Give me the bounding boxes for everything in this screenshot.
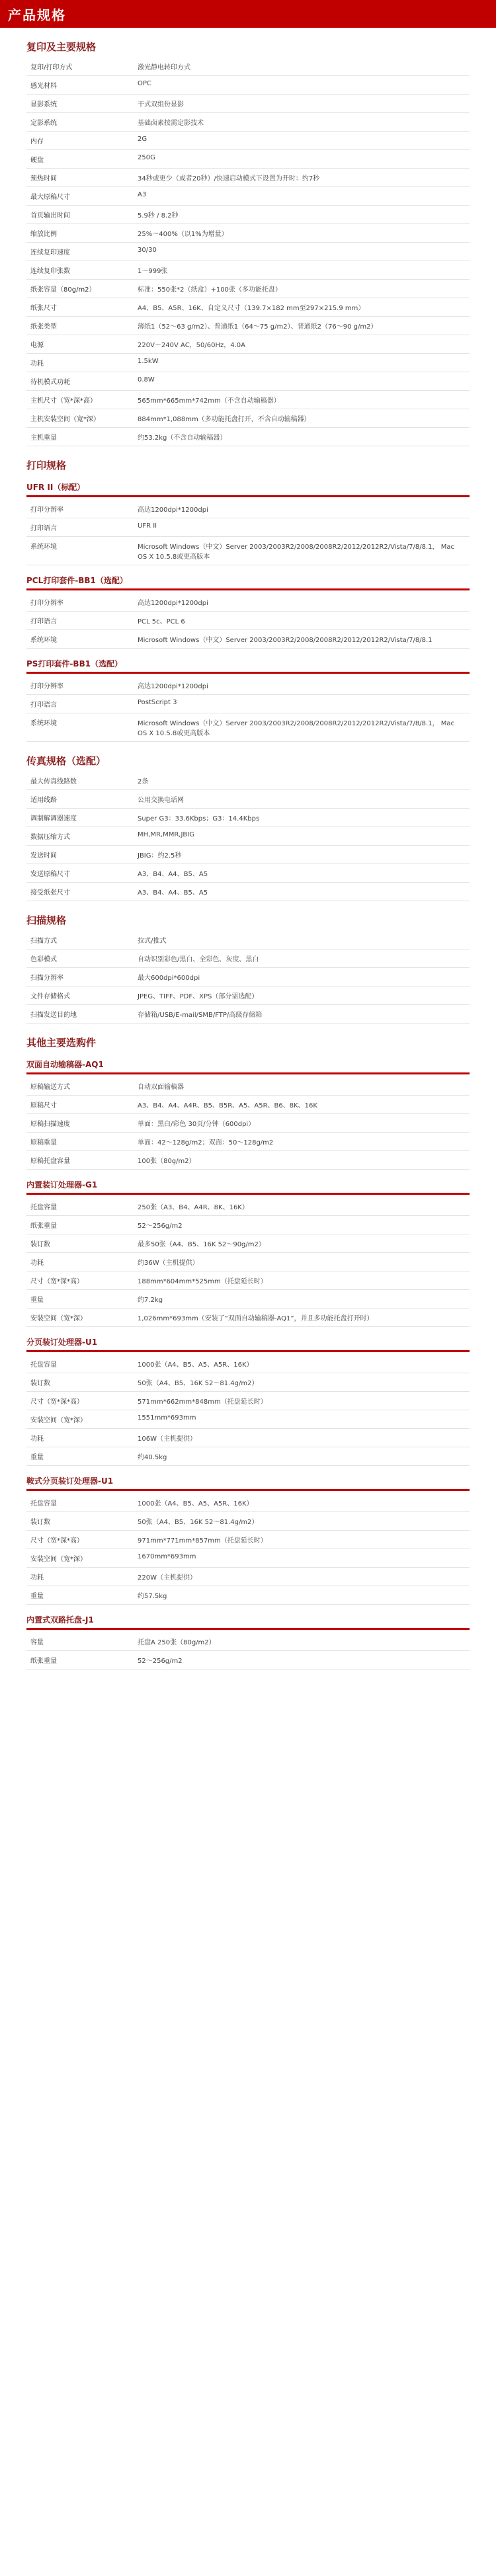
- spec-row: [26, 298, 470, 317]
- spec-key: 发送时间: [26, 846, 134, 864]
- spec-value: 884mm*1,088mm（多功能托盘打开，不含自动输稿器）: [134, 409, 470, 428]
- spec-key: 系统环境: [26, 537, 134, 565]
- spec-value: PostScript 3: [134, 695, 470, 713]
- spec-value: 1670mm*693mm: [134, 1549, 470, 1568]
- spec-key: 纸张重量: [26, 1216, 134, 1234]
- spec-value: Microsoft Windows（中文）Server 2003/2003R2/2008/2008R2/2012/2012R2/Vista/7/8/8.1， Mac OS X 10.5.8或更高版本: [134, 713, 470, 742]
- spec-key: 托盘容量: [26, 1355, 134, 1373]
- spec-value: 单面：42～128g/m2；双面：50～128g/m2: [134, 1133, 470, 1151]
- spec-row: [26, 1077, 470, 1096]
- spec-key: 重量: [26, 1290, 134, 1308]
- spec-row: [26, 76, 470, 95]
- spec-row: [26, 1410, 470, 1429]
- spec-row: [26, 409, 470, 428]
- spec-key: 主机安装空间（宽*深）: [26, 409, 134, 428]
- spec-key: 色彩模式: [26, 949, 134, 968]
- spec-row: [26, 864, 470, 883]
- spec-value: 250张（A3、B4、A4R、8K、16K）: [134, 1197, 470, 1216]
- spec-value: Microsoft Windows（中文）Server 2003/2003R2/2008/2008R2/2012/2012R2/Vista/7/8/8.1， Mac OS X 10.5.8或更高版本: [134, 537, 470, 565]
- spec-key: 发送原稿尺寸: [26, 864, 134, 883]
- main-spec-title: 复印及主要规格: [26, 41, 97, 53]
- spec-key: 原稿输送方式: [26, 1077, 134, 1096]
- spec-value: 最多50张（A4、B5、16K 52～90g/m2）: [134, 1234, 470, 1253]
- spec-value: 激光静电转印方式: [134, 58, 470, 76]
- spec-value: 公用交换电话网: [134, 790, 470, 809]
- spec-row: [26, 1253, 470, 1271]
- spec-value: 自动双面输稿器: [134, 1077, 470, 1096]
- spec-value: Super G3：33.6Kbps；G3：14.4Kbps: [134, 809, 470, 827]
- spec-row: [26, 58, 470, 76]
- spec-row: [26, 790, 470, 809]
- option-block-table: [26, 1077, 470, 1170]
- spec-row: [26, 1151, 470, 1170]
- spec-row: [26, 372, 470, 391]
- spec-key: 打印分辨率: [26, 500, 134, 518]
- spec-key: 托盘容量: [26, 1494, 134, 1512]
- spec-value: 1～999张: [134, 261, 470, 280]
- spec-row: [26, 1531, 470, 1549]
- spec-row: [26, 132, 470, 150]
- spec-value: 1,026mm*693mm（安装了“双面自动输稿器-AQ1”，并且多功能托盘打开时）: [134, 1308, 470, 1327]
- spec-key: 功耗: [26, 354, 134, 372]
- spec-key: 数据压缩方式: [26, 827, 134, 846]
- spec-value: 220W（主机提供）: [134, 1568, 470, 1586]
- spec-key: 打印语言: [26, 518, 134, 537]
- spec-key: 系统环境: [26, 630, 134, 649]
- options-title: 其他主要选购件: [26, 1037, 97, 1049]
- spec-value: 571mm*662mm*848mm（托盘延长时）: [134, 1392, 470, 1410]
- print-block-table: [26, 500, 470, 565]
- spec-row: [26, 1632, 470, 1651]
- spec-key: 连续复印张数: [26, 261, 134, 280]
- spec-row: [26, 1373, 470, 1392]
- spec-key: 硬盘: [26, 150, 134, 169]
- spec-row: [26, 1216, 470, 1234]
- spec-value: 565mm*665mm*742mm（不含自动输稿器）: [134, 391, 470, 409]
- spec-key: 文件存储格式: [26, 986, 134, 1005]
- spec-value: 单面：黑白/彩色 30页/分钟（600dpi）: [134, 1114, 470, 1133]
- spec-value: 30/30: [134, 243, 470, 261]
- spec-key: 最大传真线路数: [26, 772, 134, 790]
- spec-key: 容量: [26, 1632, 134, 1651]
- spec-value: 0.8W: [134, 372, 470, 391]
- print-blocks: [26, 481, 470, 742]
- spec-value: 最大600dpi*600dpi: [134, 968, 470, 986]
- spec-row: [26, 1005, 470, 1024]
- header-bar: [0, 0, 496, 28]
- spec-row: [26, 1586, 470, 1605]
- fax-spec-title: 传真规格（选配）: [26, 755, 106, 767]
- spec-row: [26, 1494, 470, 1512]
- option-block-table: [26, 1355, 470, 1466]
- spec-value: A3、B4、A4、B5、A5: [134, 883, 470, 901]
- spec-value: 薄纸1（52～63 g/m2）、普通纸1（64～75 g/m2）、普通纸2（76～90 g/m2）: [134, 317, 470, 335]
- spec-key: 扫描分辨率: [26, 968, 134, 986]
- spec-row: [26, 1429, 470, 1447]
- spec-key: 感光材料: [26, 76, 134, 95]
- spec-key: 打印分辨率: [26, 593, 134, 612]
- print-block-title: PCL打印套件-BB1（选配）: [26, 575, 470, 590]
- spec-value: 基础卤素按需定影技术: [134, 113, 470, 132]
- spec-value: MH,MR,MMR,JBIG: [134, 827, 470, 846]
- spec-key: 功耗: [26, 1568, 134, 1586]
- spec-row: [26, 150, 470, 169]
- option-block-table: [26, 1632, 470, 1670]
- spec-key: 主机尺寸（宽*深*高）: [26, 391, 134, 409]
- spec-key: 待机模式功耗: [26, 372, 134, 391]
- spec-key: 主机重量: [26, 428, 134, 446]
- fax-spec-table: [26, 772, 470, 901]
- spec-key: 纸张容量（80g/m2）: [26, 280, 134, 298]
- spec-key: 调制解调器速度: [26, 809, 134, 827]
- spec-row: [26, 809, 470, 827]
- spec-key: 纸张重量: [26, 1651, 134, 1670]
- spec-value: 52～256g/m2: [134, 1651, 470, 1670]
- spec-value: PCL 5c、PCL 6: [134, 612, 470, 630]
- spec-key: 重量: [26, 1447, 134, 1466]
- spec-row: [26, 713, 470, 742]
- spec-row: [26, 518, 470, 537]
- spec-key: 尺寸（宽*深*高）: [26, 1271, 134, 1290]
- spec-value: 971mm*771mm*857mm（托盘延长时）: [134, 1531, 470, 1549]
- print-block-title: PS打印套件-BB1（选配）: [26, 658, 470, 674]
- spec-row: [26, 827, 470, 846]
- spec-row: [26, 1096, 470, 1114]
- spec-key: 扫描方式: [26, 931, 134, 949]
- spec-row: [26, 317, 470, 335]
- spec-key: 尺寸（宽*深*高）: [26, 1392, 134, 1410]
- spec-value: OPC: [134, 76, 470, 95]
- option-block-title: 鞍式分页装订处理器-U1: [26, 1475, 470, 1491]
- spec-key: 原稿托盘容量: [26, 1151, 134, 1170]
- spec-value: JBIG：约2.5秒: [134, 846, 470, 864]
- spec-row: [26, 1234, 470, 1253]
- spec-value: 托盘A 250张（80g/m2）: [134, 1632, 470, 1651]
- spec-row: [26, 772, 470, 790]
- spec-row: [26, 1197, 470, 1216]
- spec-value: 188mm*604mm*525mm（托盘延长时）: [134, 1271, 470, 1290]
- spec-row: [26, 187, 470, 206]
- spec-value: 1.5kW: [134, 354, 470, 372]
- spec-row: [26, 280, 470, 298]
- spec-row: [26, 169, 470, 187]
- spec-value: 高达1200dpi*1200dpi: [134, 500, 470, 518]
- spec-value: 250G: [134, 150, 470, 169]
- spec-row: [26, 1290, 470, 1308]
- spec-key: 托盘容量: [26, 1197, 134, 1216]
- spec-value: 约7.2kg: [134, 1290, 470, 1308]
- spec-value: 5.9秒 / 8.2秒: [134, 206, 470, 224]
- spec-key: 接受纸张尺寸: [26, 883, 134, 901]
- option-block-title: 双面自动输稿器-AQ1: [26, 1059, 470, 1074]
- spec-key: 装订数: [26, 1512, 134, 1531]
- option-block-title: 内置式双路托盘-J1: [26, 1614, 470, 1630]
- spec-value: 106W（主机提供）: [134, 1429, 470, 1447]
- spec-row: [26, 949, 470, 968]
- spec-key: 尺寸（宽*深*高）: [26, 1531, 134, 1549]
- spec-row: [26, 612, 470, 630]
- spec-key: 纸张尺寸: [26, 298, 134, 317]
- spec-row: [26, 676, 470, 695]
- spec-key: 原稿重量: [26, 1133, 134, 1151]
- spec-row: [26, 1651, 470, 1670]
- spec-row: [26, 113, 470, 132]
- spec-value: 存储箱/USB/E-mail/SMB/FTP/高级存储箱: [134, 1005, 470, 1024]
- spec-key: 安装空间（宽*深）: [26, 1549, 134, 1568]
- spec-row: [26, 1568, 470, 1586]
- option-block-table: [26, 1494, 470, 1605]
- spec-key: 安装空间（宽*深）: [26, 1410, 134, 1429]
- spec-value: 干式双组份显影: [134, 95, 470, 113]
- spec-row: [26, 1392, 470, 1410]
- spec-key: 装订数: [26, 1234, 134, 1253]
- spec-key: 定影系统: [26, 113, 134, 132]
- spec-value: A3、B4、A4、A4R、B5、B5R、A5、A5R、B6、8K、16K: [134, 1096, 470, 1114]
- spec-row: [26, 1549, 470, 1568]
- spec-row: [26, 95, 470, 113]
- spec-row: [26, 846, 470, 864]
- spec-row: [26, 428, 470, 446]
- option-block-title: 内置装订处理器-G1: [26, 1179, 470, 1195]
- option-block-table: [26, 1197, 470, 1327]
- spec-value: 约53.2kg（不含自动输稿器）: [134, 428, 470, 446]
- spec-value: 50张（A4、B5、16K 52～81.4g/m2）: [134, 1373, 470, 1392]
- spec-row: [26, 986, 470, 1005]
- spec-key: 适用线路: [26, 790, 134, 809]
- print-spec-title: 打印规格: [26, 460, 67, 471]
- spec-value: 220V～240V AC，50/60Hz，4.0A: [134, 335, 470, 354]
- spec-key: 重量: [26, 1586, 134, 1605]
- spec-value: Microsoft Windows（中文）Server 2003/2003R2/2008/2008R2/2012/2012R2/Vista/7/8/8.1: [134, 630, 470, 649]
- spec-key: 装订数: [26, 1373, 134, 1392]
- spec-key: 连续复印速度: [26, 243, 134, 261]
- page-title: 产品规格: [8, 7, 66, 23]
- spec-value: 2条: [134, 772, 470, 790]
- spec-row: [26, 354, 470, 372]
- spec-value: 1000张（A4、B5、A5、A5R、16K）: [134, 1494, 470, 1512]
- spec-row: [26, 1447, 470, 1466]
- spec-value: 1551mm*693mm: [134, 1410, 470, 1429]
- spec-row: [26, 206, 470, 224]
- scan-spec-title: 扫描规格: [26, 914, 67, 926]
- spec-value: 100张（80g/m2）: [134, 1151, 470, 1170]
- spec-key: 首页输出时间: [26, 206, 134, 224]
- spec-value: 约36W（主机提供）: [134, 1253, 470, 1271]
- main-spec-section: [26, 40, 470, 1680]
- spec-key: 原稿扫描速度: [26, 1114, 134, 1133]
- spec-value: UFR II: [134, 518, 470, 537]
- option-block-title: 分页装订处理器-U1: [26, 1336, 470, 1352]
- spec-value: A3: [134, 187, 470, 206]
- spec-value: 约57.5kg: [134, 1586, 470, 1605]
- spec-key: 打印分辨率: [26, 676, 134, 695]
- spec-key: 纸张类型: [26, 317, 134, 335]
- spec-row: [26, 243, 470, 261]
- spec-key: 安装空间（宽*深）: [26, 1308, 134, 1327]
- main-spec-table: [26, 58, 470, 446]
- spec-value: 52～256g/m2: [134, 1216, 470, 1234]
- spec-row: [26, 335, 470, 354]
- spec-key: 内存: [26, 132, 134, 150]
- spec-key: 显影系统: [26, 95, 134, 113]
- spec-value: 约40.5kg: [134, 1447, 470, 1466]
- spec-row: [26, 537, 470, 565]
- spec-key: 最大原稿尺寸: [26, 187, 134, 206]
- spec-row: [26, 1133, 470, 1151]
- spec-row: [26, 1355, 470, 1373]
- print-block-table: [26, 676, 470, 742]
- spec-row: [26, 1271, 470, 1290]
- spec-key: 缩放比例: [26, 224, 134, 243]
- spec-key: 功耗: [26, 1253, 134, 1271]
- spec-row: [26, 1512, 470, 1531]
- scan-spec-table: [26, 931, 470, 1024]
- spec-value: 25%～400%（以1%为增量）: [134, 224, 470, 243]
- spec-row: [26, 883, 470, 901]
- spec-value: 1000张（A4、B5、A5、A5R、16K）: [134, 1355, 470, 1373]
- spec-row: [26, 1308, 470, 1327]
- spec-value: 标准：550张*2（纸盒）+100张（多功能托盘）: [134, 280, 470, 298]
- spec-value: 50张（A4、B5、16K 52～81.4g/m2）: [134, 1512, 470, 1531]
- spec-value: 高达1200dpi*1200dpi: [134, 676, 470, 695]
- spec-row: [26, 968, 470, 986]
- spec-key: 原稿尺寸: [26, 1096, 134, 1114]
- spec-value: 拉式/推式: [134, 931, 470, 949]
- spec-key: 功耗: [26, 1429, 134, 1447]
- spec-row: [26, 261, 470, 280]
- spec-value: 2G: [134, 132, 470, 150]
- spec-key: 系统环境: [26, 713, 134, 742]
- spec-value: JPEG、TIFF、PDF、XPS（部分需选配）: [134, 986, 470, 1005]
- spec-row: [26, 500, 470, 518]
- spec-key: 电源: [26, 335, 134, 354]
- print-block-table: [26, 593, 470, 649]
- spec-row: [26, 593, 470, 612]
- options-blocks: [26, 1059, 470, 1670]
- spec-row: [26, 224, 470, 243]
- spec-value: A3、B4、A4、B5、A5: [134, 864, 470, 883]
- spec-row: [26, 391, 470, 409]
- spec-key: 打印语言: [26, 695, 134, 713]
- spec-row: [26, 630, 470, 649]
- print-block-title: UFR II（标配）: [26, 481, 470, 497]
- spec-value: 自动识别彩色/黑白、全彩色、灰度、黑白: [134, 949, 470, 968]
- spec-key: 复印/打印方式: [26, 58, 134, 76]
- spec-key: 扫描发送目的地: [26, 1005, 134, 1024]
- spec-row: [26, 695, 470, 713]
- spec-value: A4、B5、A5R、16K、自定义尺寸（139.7×182 mm至297×215.9 mm）: [134, 298, 470, 317]
- spec-row: [26, 1114, 470, 1133]
- spec-key: 预热时间: [26, 169, 134, 187]
- spec-row: [26, 931, 470, 949]
- spec-value: 34秒或更少（或者20秒）/快速启动模式下设置为开时：约7秒: [134, 169, 470, 187]
- spec-value: 高达1200dpi*1200dpi: [134, 593, 470, 612]
- spec-key: 打印语言: [26, 612, 134, 630]
